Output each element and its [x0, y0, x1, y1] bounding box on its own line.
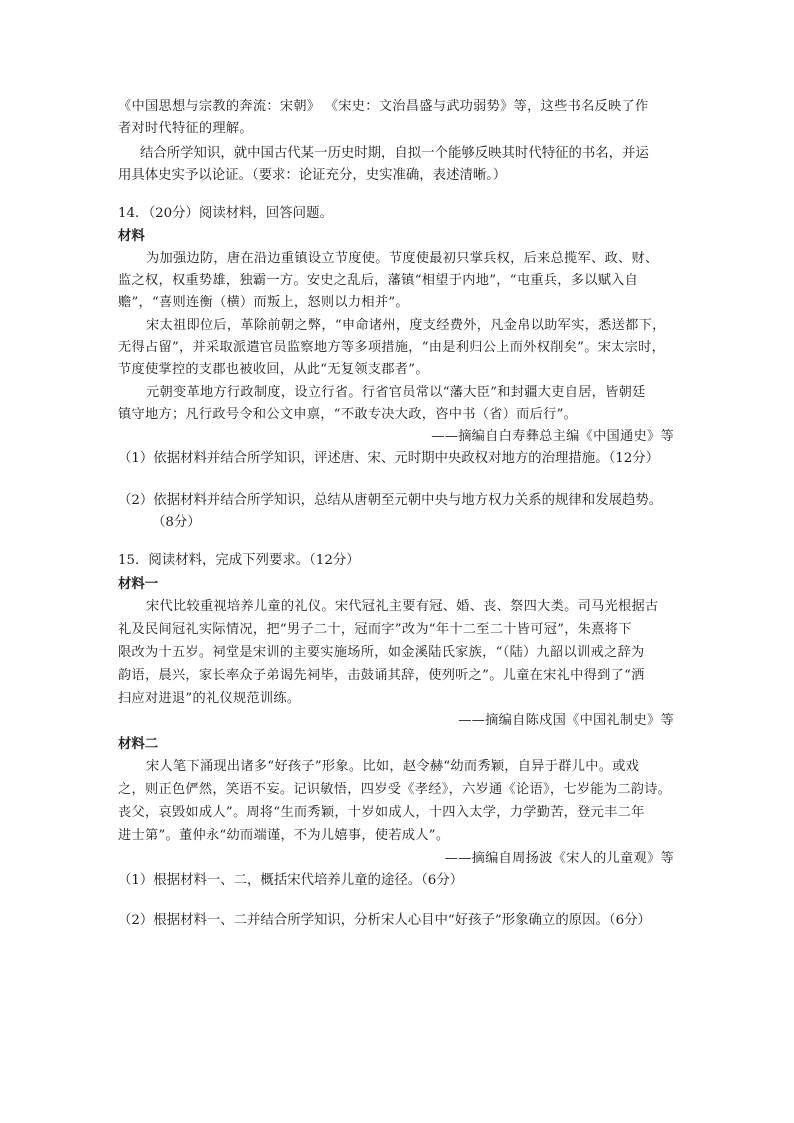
q15-m2-line-4: 进士第”。董仲永“幼而端谨，不为儿嬉事，使若成人”。 — [118, 828, 450, 843]
q14-sub-question-2: （2）依据材料并结合所学知识，总结从唐朝至元朝中央与地方权力关系的规律和发展趋势。 — [118, 493, 663, 508]
q13-line-2: 者对时代特征的理解。 — [118, 121, 253, 136]
q14-p3-line-2: 镇守地方；凡行政号令和公文申禀，“不敢专决大政，咨中书（省）而后行”。 — [118, 407, 578, 422]
q14-p1-line-1: 为加强边防，唐在沿边重镇设立节度使。节度使最初只掌兵权，后来总揽军、政、财、 — [146, 251, 659, 266]
q15-m1-line-1: 宋代比较重视培养儿童的礼仪。宋代冠礼主要有冠、婚、丧、祭四大类。司马光根据古 — [146, 599, 659, 614]
q15-material-1-label: 材料一 — [118, 576, 159, 592]
q13-line-4: 用具体史实予以论证。（要求：论证充分，史实准确，表述清晰。） — [118, 168, 507, 183]
q14-source: ——摘编自白寿彝总主编《中国通史》等 — [431, 429, 674, 444]
q14-header: 14．（20分）阅读材料，回答问题。 — [118, 206, 333, 221]
q15-m2-line-1: 宋人笔下涌现出诸多“好孩子”形象。比如，赵令赫“幼而秀颖，自异于群儿中。或戏 — [146, 759, 640, 774]
q15-header: 15．阅读材料，完成下列要求。（12分） — [118, 553, 360, 568]
q14-sub-question-1: （1）依据材料并结合所学知识，评述唐、宋、元时期中央政权对地方的治理措施。（12分） — [118, 451, 660, 466]
q14-p2-line-3: 节度使掌控的支郡也被收回，从此“无复领支郡者”。 — [118, 362, 429, 377]
q15-material-2-label: 材料二 — [118, 736, 159, 752]
q14-p2-line-2: 无得占留”，并采取派遣官员监察地方等多项措施，“由是利归公上而外权削矣”。宋太宗时， — [118, 340, 666, 355]
q14-p1-line-3: 赡”，“喜则连衡（横）而叛上，怒则以力相并”。 — [118, 295, 409, 310]
q15-m2-line-3: 丧父，哀毁如成人”。周将“生而秀颖，十岁如成人，十四入太学，力学勤苦，登元丰二年 — [118, 805, 645, 820]
q14-p2-line-1: 宋太祖即位后，革除前朝之弊，“申命诸州，度支经费外，凡金帛以助军实，悉送都下， — [146, 318, 666, 333]
q15-sub-question-2: （2）根据材料一、二并结合所学知识，分析宋人心目中“好孩子”形象确立的原因。（6分） — [118, 913, 651, 928]
q14-material-label: 材料 — [118, 228, 145, 244]
q14-sub-question-2-points: （8分） — [152, 515, 201, 530]
q14-p3-line-1: 元朝变革地方行政制度，设立行省。行省官员常以“藩大臣”和封疆大吏自居，皆朝廷 — [146, 385, 646, 400]
q15-m1-line-5: 扫应对进退”的礼仪规范训练。 — [118, 691, 301, 706]
q15-m1-line-4: 韵语，晨兴，家长率众子弟谒先祠毕，击鼓诵其辞，使列听之”。儿童在宋礼中得到了“洒 — [118, 668, 645, 683]
q14-p1-line-2: 监之权，权重势雄，独霸一方。安史之乱后，藩镇“相望于内地”，“屯重兵，多以赋入自 — [118, 273, 639, 288]
q15-m1-source: ——摘编自陈戍国《中国礼制史》等 — [458, 713, 674, 728]
q15-sub-question-1: （1）根据材料一、二，概括宋代培养儿童的途径。（6分） — [118, 873, 464, 888]
q15-m1-line-2: 礼及民间冠礼实际情况，把“男子二十，冠而字”改为“年十二至二十皆可冠”，朱熹将下 — [118, 622, 632, 637]
q13-line-3: 结合所学知识，就中国古代某一历史时期，自拟一个能够反映其时代特征的书名，并运 — [140, 146, 649, 161]
q13-line-1: 《中国思想与宗教的奔流：宋朝》 《宋史：文治昌盛与武功弱势》等，这些书名反映了作 — [118, 99, 649, 114]
q15-m2-source: ——摘编自周扬波《宋人的儿童观》等 — [444, 851, 674, 866]
q15-m2-line-2: 之，则正色俨然，笑语不妄。记识敏悟，四岁受《孝经》，六岁通《论语》，七岁能为二韵诗。 — [118, 782, 672, 797]
q15-m1-line-3: 限改为十五岁。祠堂是宋训的主要实施场所，如金溪陆氏家族，“（陆）九韶以训戒之辞为 — [118, 645, 645, 660]
